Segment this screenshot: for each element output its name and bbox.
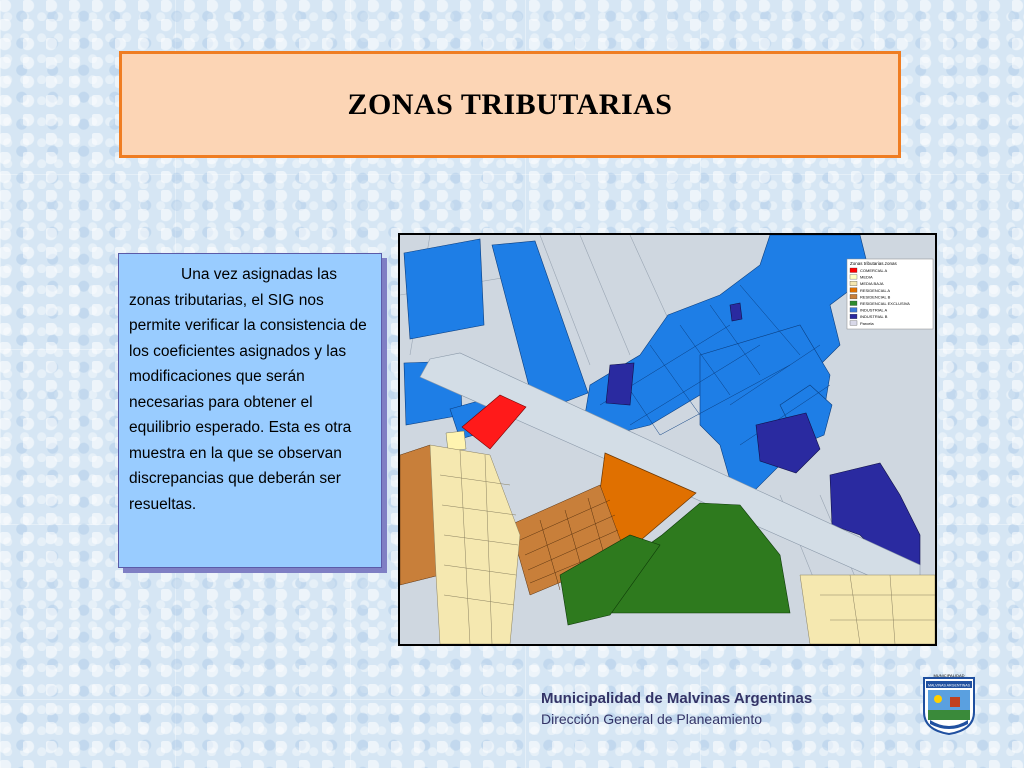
text-box [118,253,382,568]
legend-label: INDUSTRIAL B [860,314,888,320]
legend-swatch [850,314,857,319]
footer-org: Municipalidad de Malvinas Argentinas [541,690,813,707]
legend-label: COMERCIAL A [860,268,888,273]
legend-swatch [850,301,857,306]
legend-label: Parcela [860,320,874,326]
body-paragraph: Una vez asignadas las zonas tributarias, el SIG nos permite verificar la consistencia de los coeficientes asignados y las modificaciones que serán necesarias para obtener el equilibrio esperado. Esta es otra muestra en la que se observan discrepancias que deberán ser resueltas. [129,266,367,513]
map-legend [847,259,933,329]
legend-title: Zonas tributarias.zonas [850,261,897,266]
legend-label: RESIDENCIAL A [860,287,891,293]
legend-label: INDUSTRIAL A [860,307,888,313]
legend-label: MEDIA [860,274,873,280]
legend-swatch [850,288,857,293]
legend-label: MEDIA BAJA [860,281,884,287]
footer-dept: Dirección General de Planeamiento [541,711,763,727]
legend-swatch [850,268,857,273]
zone-map-svg [400,235,935,644]
slide-title: ZONAS TRIBUTARIAS [347,87,673,121]
logo-banner-text: MALVINAS ARGENTINAS [927,683,971,688]
legend-swatch [850,308,857,313]
legend-swatch [850,294,857,299]
title-box [119,51,901,158]
legend-swatch [850,275,857,280]
legend-swatch [850,281,857,286]
legend-label: RESIDENCIAL EXCLUSIVA [860,301,910,306]
municipality-logo [920,672,978,736]
zone-map [398,233,937,646]
legend-swatch [850,321,857,326]
legend-label: RESIDENCIAL B [860,294,891,300]
logo-top-text: MUNICIPALIDAD [933,673,965,678]
